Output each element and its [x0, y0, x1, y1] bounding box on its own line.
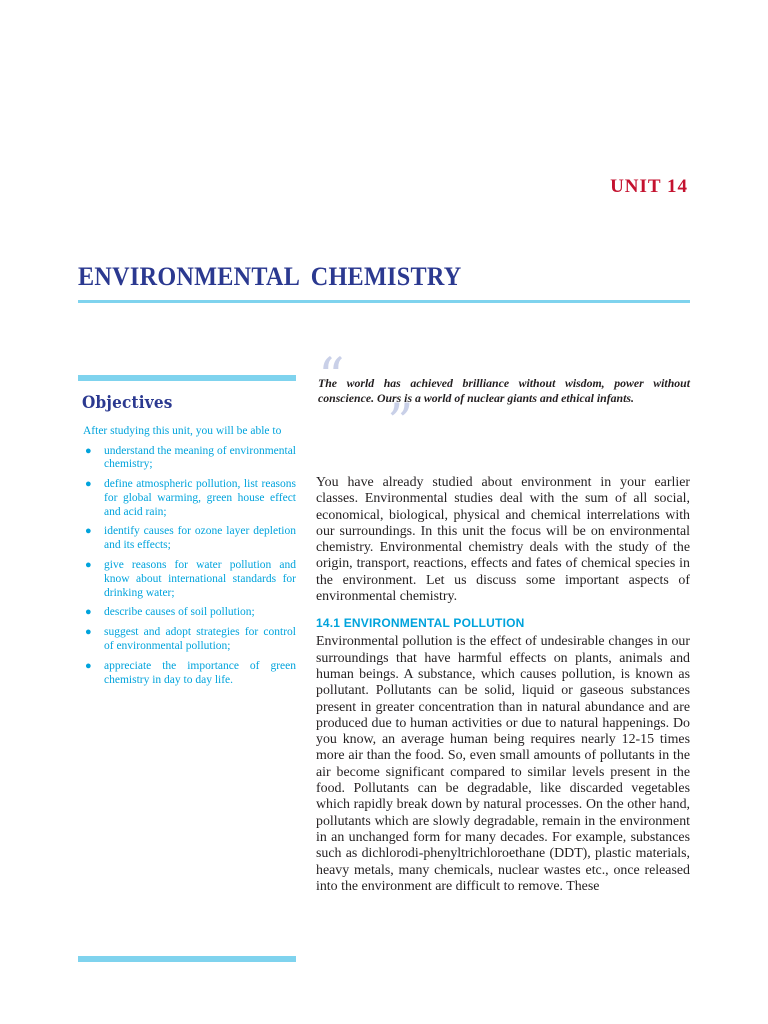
objective-text: appreciate the importance of green chemistry in day to day life. — [104, 659, 296, 686]
objective-text: describe causes of soil pollution; — [104, 606, 255, 619]
objectives-list — [78, 445, 296, 688]
objective-item — [78, 660, 296, 688]
objective-text: define atmospheric pollution, list reasons for global warming, green house effect and acid rain; — [104, 478, 296, 518]
open-quote-icon: “ — [318, 348, 345, 408]
objective-item — [78, 478, 296, 519]
unit-number: UNIT 14 — [610, 176, 688, 197]
objectives-intro: After studying this unit, you will be able to — [83, 425, 282, 437]
epigraph-quote: The world has achieved brilliance without wisdom, power without conscience. Ours is a world of nuclear giants and ethical infants. — [318, 376, 690, 405]
bullet-icon: ● — [85, 606, 92, 619]
objective-text: identify causes for ozone layer depletion and its effects; — [104, 525, 296, 552]
bullet-icon: ● — [85, 626, 92, 639]
objective-text: give reasons for water pollution and know about international standards for drinking water; — [104, 559, 296, 599]
objective-text: understand the meaning of environmental chemistry; — [104, 444, 296, 471]
objective-item — [78, 559, 296, 600]
objectives-bottom-rule — [78, 956, 296, 962]
objective-item — [78, 606, 296, 620]
bullet-icon: ● — [85, 659, 92, 672]
objectives-top-rule — [78, 375, 296, 381]
chapter-title: ENVIRONMENTAL CHEMISTRY — [78, 262, 462, 291]
bullet-icon: ● — [85, 444, 92, 457]
bullet-icon: ● — [85, 559, 92, 572]
objective-item — [78, 445, 296, 473]
bullet-icon: ● — [85, 478, 92, 491]
intro-paragraph: You have already studied about environment in your earlier classes. Environmental studies deal with the sum of all social, economical, biological, physical and chemical interrelations with our surroundings. In this unit the focus will be on environmental chemistry. Environmental chemistry deals with the study of the origin, transport, reactions, effects and fates of chemical species in the environment. Let us discuss some important aspects of environmental chemistry. — [316, 475, 690, 605]
section-heading: 14.1 ENVIRONMENTAL POLLUTION — [316, 616, 525, 631]
title-underline — [78, 300, 690, 303]
close-quote-icon: ” — [387, 394, 414, 454]
objective-text: suggest and adopt strategies for control of environmental pollution; — [104, 626, 296, 653]
objectives-sidebar — [78, 375, 296, 693]
objectives-heading: Objectives — [82, 393, 173, 413]
bullet-icon: ● — [85, 525, 92, 538]
section-paragraph: Environmental pollution is the effect of undesirable changes in our surroundings that have harmful effects on plants, animals and human beings. A substance, which causes pollution, is known as pollutant. Pollutants can be solid, liquid or gaseous substances present in greater concentration than in natural abundance and are produced due to human activities or due to natural happenings. Do you know, an average human being requires nearly 12-15 times more air than the food. So, even small amounts of pollutants in the air become significant compared to similar levels present in the food. Pollutants can be degradable, like discarded vegetables which rapidly break down by natural processes. On the other hand, pollutants which are slowly degradable, remain in the environment in an unchanged form for many decades. For example, substances such as dichlorodi-phenyltrichloroethane (DDT), plastic materials, heavy metals, many chemicals, nuclear wastes etc., once released into the environment are difficult to remove. These — [316, 634, 690, 894]
objective-item — [78, 525, 296, 553]
objective-item — [78, 626, 296, 654]
main-text-column — [316, 475, 690, 895]
